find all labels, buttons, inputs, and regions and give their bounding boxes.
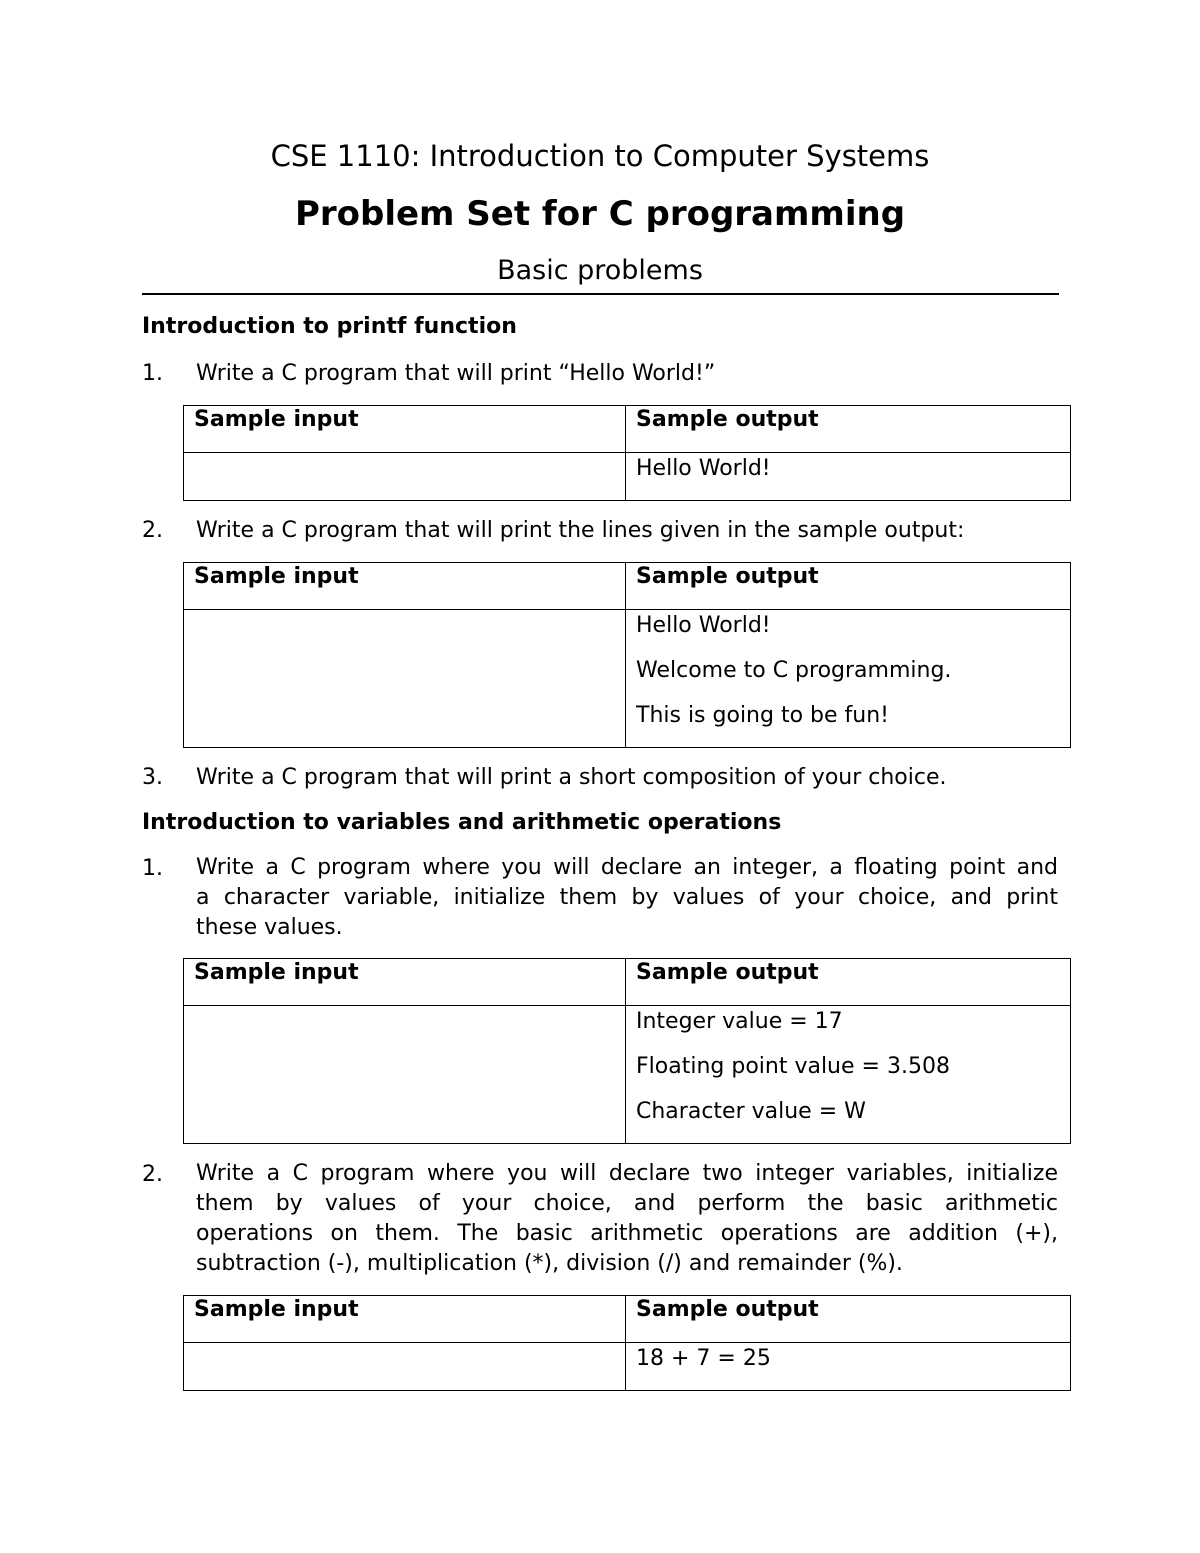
sample-output-line: Integer value = 17 [636,1009,843,1034]
item-text-line: subtraction (-), multiplication (*), division (/) and remainder (%). [196,1251,903,1276]
sample-output-header: Sample output [626,959,1071,1006]
course-title: CSE 1110: Introduction to Computer Systems [270,139,930,173]
item-text-line: a character variable, initialize them by values of your choice, and print [196,885,1058,910]
item-text-line: them by values of your choice, and perform the basic arithmetic [196,1191,1058,1216]
item-text-line: Write a C program that will print “Hello World!” [196,361,716,386]
sample-input-header: Sample input [184,959,626,1006]
subtitle: Basic problems [497,255,703,286]
sample-output-line: Hello World! [636,613,771,638]
item-number: 2. [142,1162,163,1187]
sample-input-header: Sample input [184,406,626,453]
item-text [196,516,1058,546]
sample-output-header: Sample output [626,1296,1071,1343]
section-heading-variables: Introduction to variables and arithmetic operations [142,810,782,835]
sample-table [183,562,1071,748]
item-text [196,763,1058,793]
item-text [196,1159,1058,1279]
item-text-line: Write a C program that will print the lines given in the sample output: [196,518,965,543]
sample-input-cell [184,1006,626,1144]
sample-output-line: This is going to be fun! [636,703,889,728]
section-heading-printf: Introduction to printf function [142,314,517,339]
sample-input-cell [184,453,626,501]
sample-output-cell [626,1343,1071,1391]
sample-input-header: Sample input [184,1296,626,1343]
title-divider [142,293,1059,295]
sample-input-header: Sample input [184,563,626,610]
sample-input-cell [184,610,626,748]
sample-output-line: 18 + 7 = 25 [636,1346,771,1371]
sample-table [183,958,1071,1144]
item-text [196,359,1058,389]
item-text-line: Write a C program where you will declare an integer, a floating point and [196,855,1058,880]
sample-output-header: Sample output [626,406,1071,453]
sample-output-line: Hello World! [636,456,771,481]
item-text-line: these values. [196,915,343,940]
sample-output-line: Floating point value = 3.508 [636,1054,950,1079]
sample-input-cell [184,1343,626,1391]
item-number: 1. [142,361,163,386]
sample-table [183,1295,1071,1391]
sample-output-line: Welcome to C programming. [636,658,952,683]
item-number: 1. [142,856,163,881]
sample-output-cell [626,453,1071,501]
item-text-line: operations on them. The basic arithmetic operations are addition (+), [196,1221,1058,1246]
sample-output-cell [626,1006,1071,1144]
item-number: 2. [142,518,163,543]
sample-table [183,405,1071,501]
item-text [196,853,1058,943]
sample-output-line: Character value = W [636,1099,866,1124]
problem-set-title: Problem Set for C programming [294,194,906,234]
item-text-line: Write a C program that will print a short composition of your choice. [196,765,947,790]
item-text-line: Write a C program where you will declare two integer variables, initialize [196,1161,1058,1186]
sample-output-cell [626,610,1071,748]
item-number: 3. [142,765,163,790]
sample-output-header: Sample output [626,563,1071,610]
